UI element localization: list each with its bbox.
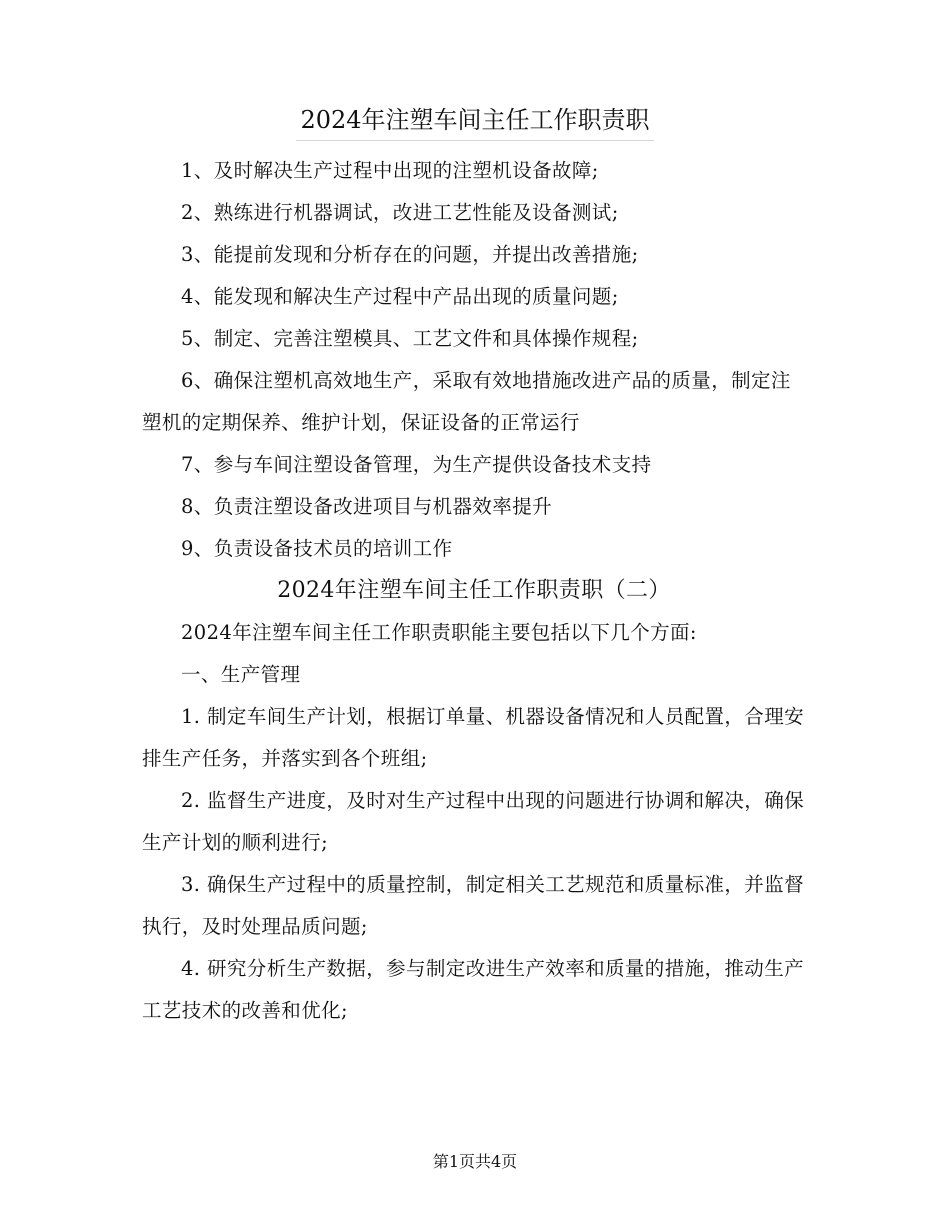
duty-item-2: 2、熟练进行机器调试，改进工艺性能及设备测试; (181, 201, 619, 224)
duty-item-7: 7、参与车间注塑设备管理，为生产提供设备技术支持 (181, 453, 652, 476)
production-item-1: 1. 制定车间生产计划，根据订单量、机器设备情况和人员配置，合理安排生产任务，并落实到各个班组; (142, 705, 805, 770)
duty-item-8: 8、负责注塑设备改进项目与机器效率提升 (181, 495, 553, 518)
duty-item-6: 6、确保注塑机高效地生产，采取有效地措施改进产品的质量，制定注塑机的定期保养、维护计划，保证设备的正常运行 (142, 369, 791, 434)
document-title (0, 100, 950, 141)
page-number: 第1页共4页 (432, 1152, 518, 1171)
duty-item-4: 4、能发现和解决生产过程中产品出现的质量问题; (181, 285, 619, 308)
intro-paragraph: 2024年注塑车间主任工作职责职能主要包括以下几个方面: (181, 621, 697, 644)
section-heading-production: 一、生产管理 (181, 663, 301, 686)
document-body (142, 150, 810, 1032)
production-item-2: 2. 监督生产进度，及时对生产过程中出现的问题进行协调和解决，确保生产计划的顺利进行; (142, 789, 805, 854)
duty-item-1: 1、及时解决生产过程中出现的注塑机设备故障; (181, 159, 599, 182)
duty-item-9: 9、负责设备技术员的培训工作 (181, 537, 453, 560)
duty-item-3: 3、能提前发现和分析存在的问题，并提出改善措施; (181, 243, 639, 266)
production-item-3: 3. 确保生产过程中的质量控制，制定相关工艺规范和质量标准，并监督执行，及时处理品质问题; (142, 873, 805, 938)
page-footer (0, 1150, 950, 1174)
production-item-4: 4. 研究分析生产数据，参与制定改进生产效率和质量的措施，推动生产工艺技术的改善和优化; (142, 957, 805, 1022)
duty-item-5: 5、制定、完善注塑模具、工艺文件和具体操作规程; (181, 327, 639, 350)
document-title-text: 2024年注塑车间主任工作职责职 (296, 100, 653, 141)
section-title-2: 2024年注塑车间主任工作职责职（二） (277, 578, 671, 603)
